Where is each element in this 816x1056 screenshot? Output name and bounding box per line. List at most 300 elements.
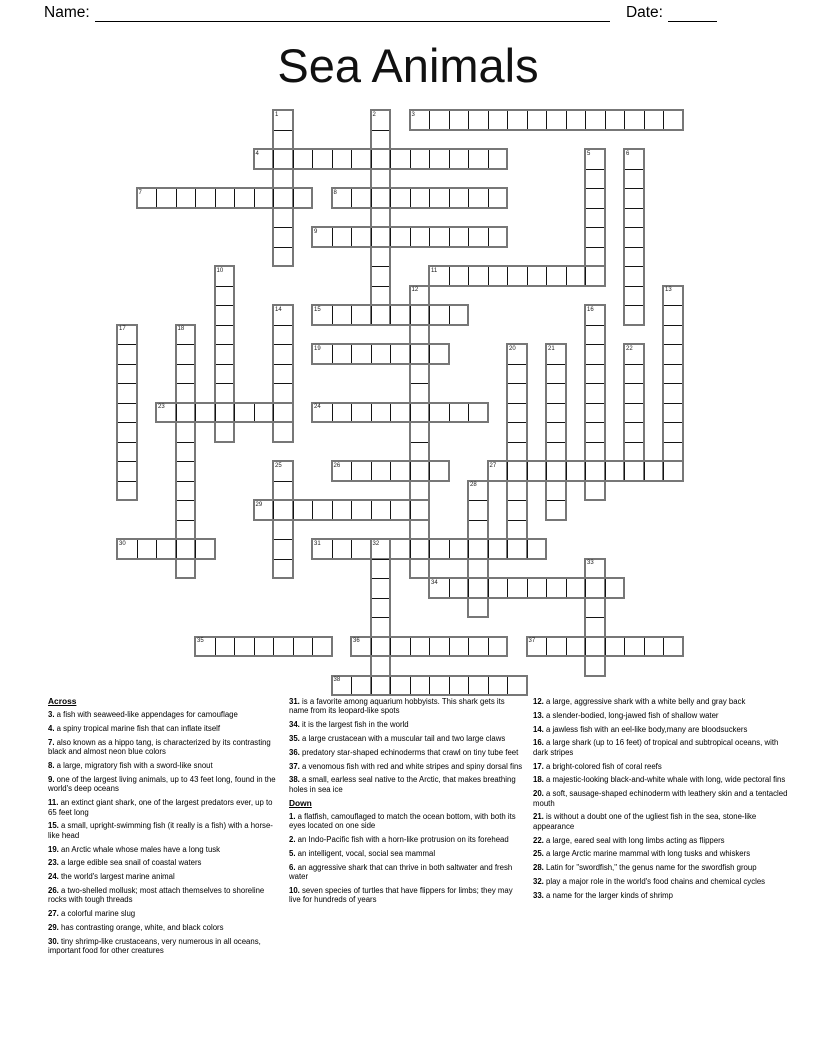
- cell-divider: [547, 422, 565, 423]
- clue-number: 1.: [289, 812, 298, 821]
- cell-divider: [351, 677, 352, 695]
- cell-divider: [371, 462, 372, 480]
- cell-number-29: 29: [255, 501, 263, 508]
- cell-divider: [195, 540, 196, 558]
- clue-text: a small, upright-swimming fish (it really is a fish) with a horse-like head: [48, 821, 273, 840]
- clue-text: a slender-bodied, long-jawed fish of shallow water: [546, 710, 719, 720]
- clue-down-1: [289, 812, 523, 831]
- cell-divider: [176, 404, 177, 422]
- word-7-across[interactable]: [136, 187, 314, 209]
- clue-across-35: [289, 734, 523, 743]
- clue-across-31: [289, 697, 523, 716]
- cell-divider: [664, 403, 682, 404]
- cell-divider: [508, 422, 526, 423]
- cell-number-11: 11: [431, 267, 438, 274]
- cell-divider: [449, 404, 450, 422]
- cell-divider: [586, 403, 604, 404]
- clue-number: 33.: [533, 890, 547, 900]
- word-13-down[interactable]: [662, 285, 684, 482]
- cell-divider: [372, 130, 390, 131]
- cell-number-13: 13: [665, 287, 672, 293]
- clue-number: 21.: [533, 812, 547, 822]
- cell-divider: [156, 189, 157, 207]
- cell-divider: [429, 111, 430, 129]
- cell-divider: [371, 638, 372, 656]
- word-12-down[interactable]: [409, 285, 431, 580]
- cell-divider: [527, 267, 528, 285]
- clue-text: a large edible sea snail of coastal waters: [61, 858, 202, 868]
- cell-divider: [566, 579, 567, 597]
- cell-divider: [488, 228, 489, 246]
- cell-divider: [293, 501, 294, 519]
- cell-number-9: 9: [314, 228, 318, 235]
- clue-across-19: [48, 845, 281, 854]
- cell-divider: [372, 266, 390, 267]
- cell-divider: [372, 617, 390, 618]
- cell-divider: [663, 462, 664, 480]
- cell-divider: [410, 150, 411, 168]
- cell-divider: [468, 150, 469, 168]
- word-29-across[interactable]: [253, 499, 431, 521]
- cell-divider: [468, 579, 469, 597]
- clue-text: a large Arctic marine mammal with long tusks and whiskers: [546, 849, 751, 859]
- cell-divider: [469, 520, 487, 521]
- cell-divider: [468, 540, 469, 558]
- cell-number-17: 17: [119, 326, 126, 332]
- cell-divider: [274, 227, 292, 228]
- cell-divider: [234, 404, 235, 422]
- word-2-down[interactable]: [370, 109, 392, 326]
- clue-text: a bright-colored fish of coral reefs: [546, 761, 662, 771]
- cell-divider: [332, 228, 333, 246]
- cell-divider: [273, 638, 274, 656]
- cell-divider: [390, 501, 391, 519]
- across-heading: Across: [48, 696, 77, 706]
- word-21-down[interactable]: [545, 343, 567, 521]
- clue-number: 16.: [533, 738, 547, 748]
- cell-divider: [410, 677, 411, 695]
- cell-divider: [312, 638, 313, 656]
- cell-divider: [118, 344, 136, 345]
- cell-divider: [449, 111, 450, 129]
- cell-number-34: 34: [431, 579, 438, 586]
- cell-divider: [177, 383, 195, 384]
- clue-down-2: [289, 835, 523, 844]
- clue-text: seven species of turtles that have flippers for limbs; they may live for hundreds of years: [289, 886, 513, 905]
- cell-divider: [644, 462, 645, 480]
- word-33-down[interactable]: [584, 558, 606, 677]
- word-11-across[interactable]: [428, 265, 606, 287]
- cell-divider: [586, 325, 604, 326]
- cell-divider: [664, 422, 682, 423]
- cell-divider: [586, 169, 604, 170]
- cell-divider: [118, 403, 136, 404]
- name-blank-line[interactable]: [95, 5, 610, 22]
- cell-divider: [216, 364, 234, 365]
- cell-divider: [508, 500, 526, 501]
- cell-divider: [586, 442, 604, 443]
- cell-divider: [566, 462, 567, 480]
- cell-number-36: 36: [353, 638, 360, 644]
- cell-number-21: 21: [548, 345, 555, 352]
- clue-number: 4.: [48, 724, 57, 734]
- cell-divider: [177, 364, 195, 365]
- cell-divider: [410, 462, 411, 480]
- cell-divider: [371, 228, 372, 246]
- cell-divider: [351, 345, 352, 363]
- cell-divider: [586, 422, 604, 423]
- clue-number: 12.: [533, 697, 547, 706]
- cell-divider: [410, 501, 411, 519]
- cell-divider: [274, 481, 292, 482]
- word-26-across[interactable]: [331, 460, 450, 482]
- clue-number: 26.: [48, 886, 62, 895]
- cell-divider: [449, 579, 450, 597]
- cell-divider: [488, 638, 489, 656]
- word-32-down[interactable]: [370, 538, 392, 696]
- cell-divider: [566, 638, 567, 656]
- cell-divider: [664, 442, 682, 443]
- clue-text: a soft, sausage-shaped echinoderm with leathery skin and a tentacled mouth: [533, 789, 788, 808]
- cell-divider: [351, 540, 352, 558]
- cell-divider: [429, 462, 430, 480]
- cell-divider: [254, 189, 255, 207]
- clue-number: 35.: [289, 734, 303, 743]
- word-35-across[interactable]: [194, 636, 333, 658]
- word-34-across[interactable]: [428, 577, 625, 599]
- word-20-down[interactable]: [506, 343, 528, 560]
- cell-divider: [488, 267, 489, 285]
- clue-across-38: [289, 775, 523, 794]
- cell-divider: [605, 462, 606, 480]
- cell-divider: [527, 111, 528, 129]
- cell-number-32: 32: [372, 540, 380, 547]
- cell-divider: [644, 638, 645, 656]
- cell-divider: [410, 228, 411, 246]
- cell-divider: [605, 638, 606, 656]
- word-15-across[interactable]: [311, 304, 469, 326]
- cell-divider: [351, 501, 352, 519]
- clue-number: 34.: [289, 720, 303, 730]
- cell-divider: [625, 305, 643, 306]
- cell-divider: [177, 520, 195, 521]
- clue-text: predatory star-shaped echinoderms that crawl on tiny tube feet: [302, 747, 519, 757]
- cell-divider: [429, 345, 430, 363]
- word-8-across[interactable]: [331, 187, 509, 209]
- cell-divider: [312, 150, 313, 168]
- cell-number-22: 22: [626, 345, 633, 352]
- clue-across-34: [289, 720, 523, 729]
- cell-divider: [390, 462, 391, 480]
- cell-divider: [507, 462, 508, 480]
- clue-down-14: [533, 725, 791, 734]
- cell-divider: [625, 266, 643, 267]
- cell-divider: [351, 189, 352, 207]
- clue-number: 29.: [48, 923, 62, 932]
- cell-divider: [390, 404, 391, 422]
- word-3-across[interactable]: [409, 109, 684, 131]
- cell-divider: [507, 267, 508, 285]
- cell-divider: [410, 638, 411, 656]
- cell-number-3: 3: [411, 111, 415, 118]
- cell-divider: [274, 130, 292, 131]
- cell-divider: [372, 598, 390, 599]
- cell-divider: [216, 325, 234, 326]
- cell-divider: [351, 306, 352, 324]
- cell-divider: [429, 150, 430, 168]
- cell-divider: [547, 403, 565, 404]
- cell-divider: [547, 364, 565, 365]
- clue-across-3: [48, 710, 281, 719]
- cell-divider: [449, 150, 450, 168]
- cell-divider: [156, 540, 157, 558]
- clue-across-27: [48, 909, 281, 918]
- cell-number-16: 16: [587, 306, 594, 313]
- cell-divider: [449, 267, 450, 285]
- word-31-across[interactable]: [311, 538, 547, 560]
- clue-text: is without a doubt one of the ugliest fish in the sea, stone-like appearance: [533, 812, 757, 831]
- cell-divider: [488, 150, 489, 168]
- word-38-across[interactable]: [331, 675, 528, 697]
- cell-divider: [118, 461, 136, 462]
- clue-number: 15.: [48, 821, 62, 831]
- cell-divider: [216, 344, 234, 345]
- cell-divider: [468, 404, 469, 422]
- cell-divider: [663, 638, 664, 656]
- word-19-across[interactable]: [311, 343, 450, 365]
- clue-number: 31.: [289, 697, 303, 706]
- cell-divider: [371, 189, 372, 207]
- clue-down-33: [533, 891, 791, 900]
- clue-down-10: [289, 886, 523, 905]
- clue-number: 38.: [289, 775, 303, 785]
- clue-text: an extinct giant shark, one of the largest predators ever, up to 65 feet long: [48, 798, 273, 817]
- cell-number-6: 6: [626, 150, 630, 157]
- clue-number: 24.: [48, 872, 62, 882]
- clue-across-23: [48, 858, 281, 867]
- clue-down-5: [289, 849, 523, 858]
- clue-across-26: [48, 886, 281, 905]
- clue-down-32: [533, 877, 791, 886]
- down-heading: Down: [289, 797, 312, 808]
- cell-divider: [371, 306, 372, 324]
- cell-number-27: 27: [489, 462, 497, 469]
- cell-divider: [274, 559, 292, 560]
- cell-number-25: 25: [275, 462, 282, 469]
- clue-text: Latin for "swordfish," the genus name for the swordfish group: [546, 863, 757, 873]
- clue-number: 36.: [289, 747, 303, 757]
- cell-divider: [625, 247, 643, 248]
- cell-divider: [468, 111, 469, 129]
- cell-divider: [449, 677, 450, 695]
- cell-number-12: 12: [411, 287, 419, 293]
- cell-divider: [273, 189, 274, 207]
- cell-divider: [663, 111, 664, 129]
- cell-divider: [371, 150, 372, 168]
- word-30-across[interactable]: [116, 538, 216, 560]
- cell-divider: [586, 247, 604, 248]
- cell-number-24: 24: [314, 404, 321, 410]
- cell-divider: [274, 364, 292, 365]
- word-27-across[interactable]: [487, 460, 684, 482]
- cell-number-38: 38: [333, 677, 341, 683]
- cell-divider: [507, 540, 508, 558]
- word-9-across[interactable]: [311, 226, 508, 248]
- clue-text: a large, eared seal with long limbs acting as flippers: [546, 835, 725, 845]
- clue-number: 18.: [533, 775, 547, 785]
- cell-divider: [625, 403, 643, 404]
- cell-divider: [177, 500, 195, 501]
- cell-number-10: 10: [216, 267, 224, 274]
- cell-divider: [527, 579, 528, 597]
- cell-divider: [118, 481, 136, 482]
- cell-number-4: 4: [255, 150, 259, 157]
- cell-divider: [254, 638, 255, 656]
- clue-number: 20.: [533, 789, 547, 799]
- cell-divider: [488, 579, 489, 597]
- cell-divider: [332, 501, 333, 519]
- clue-across-7: [48, 738, 281, 757]
- cell-divider: [177, 344, 195, 345]
- clue-across-4: [48, 724, 281, 733]
- clue-number: 2.: [289, 835, 298, 845]
- clue-down-13: [533, 711, 791, 720]
- cell-divider: [390, 228, 391, 246]
- clue-number: 10.: [289, 886, 303, 895]
- worksheet-header: [44, 4, 717, 22]
- cell-divider: [118, 364, 136, 365]
- cell-divider: [508, 442, 526, 443]
- cell-number-5: 5: [587, 150, 591, 157]
- clue-number: 22.: [533, 835, 547, 845]
- cell-divider: [664, 344, 682, 345]
- cell-divider: [507, 677, 508, 695]
- clue-text: tiny shrimp-like crustaceans, very numerous in all oceans, important food for other creatures: [48, 936, 261, 956]
- cell-divider: [429, 306, 430, 324]
- cell-divider: [293, 150, 294, 168]
- cell-divider: [488, 677, 489, 695]
- clue-number: 13.: [533, 710, 547, 720]
- cell-divider: [273, 150, 274, 168]
- cell-divider: [546, 579, 547, 597]
- clue-number: 32.: [533, 876, 547, 886]
- cell-divider: [118, 422, 136, 423]
- cell-number-23: 23: [158, 404, 165, 410]
- cell-divider: [390, 345, 391, 363]
- cell-divider: [293, 638, 294, 656]
- cell-divider: [216, 286, 234, 287]
- cell-divider: [215, 404, 216, 422]
- word-4-across[interactable]: [253, 148, 509, 170]
- cell-divider: [449, 189, 450, 207]
- clue-number: 7.: [48, 738, 57, 747]
- cell-divider: [586, 617, 604, 618]
- cell-number-37: 37: [528, 638, 536, 644]
- clue-down-17: [533, 762, 791, 771]
- cell-divider: [546, 462, 547, 480]
- cell-divider: [625, 442, 643, 443]
- cell-divider: [586, 383, 604, 384]
- clue-text: it is the largest fish in the world: [302, 720, 409, 730]
- cell-number-26: 26: [333, 462, 341, 469]
- cell-divider: [351, 404, 352, 422]
- word-6-down[interactable]: [623, 148, 645, 326]
- clue-down-28: [533, 863, 791, 872]
- clue-text: also known as a hippo tang, is characterized by its contrasting black and almost neon blue colors: [48, 738, 271, 757]
- clue-across-24: [48, 872, 281, 881]
- cell-divider: [429, 638, 430, 656]
- clue-down-22: [533, 836, 791, 845]
- clue-text: an Indo-Pacific fish with a horn-like protrusion on its forehead: [297, 835, 509, 845]
- word-36-across[interactable]: [350, 636, 508, 658]
- date-label: Date:: [625, 4, 663, 21]
- clue-number: 11.: [48, 798, 61, 808]
- clue-number: 25.: [533, 849, 547, 859]
- word-37-across[interactable]: [526, 636, 684, 658]
- date-blank-line[interactable]: [668, 5, 717, 22]
- cell-number-1: 1: [275, 111, 279, 118]
- cell-divider: [234, 189, 235, 207]
- clue-down-21: [533, 812, 791, 831]
- clue-number: 5.: [289, 849, 298, 858]
- clue-number: 9.: [48, 775, 57, 784]
- cell-divider: [390, 677, 391, 695]
- cell-divider: [390, 150, 391, 168]
- cell-divider: [371, 404, 372, 422]
- clue-column-2: [289, 697, 523, 909]
- clue-across-29: [48, 923, 281, 932]
- clue-text: an intelligent, vocal, social sea mammal: [297, 849, 436, 858]
- cell-divider: [410, 189, 411, 207]
- cell-divider: [586, 344, 604, 345]
- cell-number-2: 2: [372, 111, 376, 118]
- clue-across-9: [48, 775, 281, 794]
- cell-number-7: 7: [138, 189, 142, 196]
- cell-divider: [390, 189, 391, 207]
- clue-text: an aggressive shark that can thrive in both saltwater and fresh water: [289, 862, 513, 882]
- clue-column-3: [533, 697, 791, 905]
- word-24-across[interactable]: [311, 402, 489, 424]
- clue-number: 14.: [533, 724, 547, 734]
- cell-number-28: 28: [470, 482, 477, 488]
- cell-divider: [118, 383, 136, 384]
- cell-divider: [411, 383, 429, 384]
- cell-divider: [274, 539, 292, 540]
- cell-divider: [137, 540, 138, 558]
- cell-divider: [371, 677, 372, 695]
- cell-divider: [176, 189, 177, 207]
- cell-divider: [371, 345, 372, 363]
- cell-divider: [605, 579, 606, 597]
- word-23-across[interactable]: [155, 402, 294, 424]
- cell-number-14: 14: [275, 306, 282, 313]
- cell-divider: [215, 638, 216, 656]
- cell-divider: [410, 306, 411, 324]
- cell-divider: [410, 540, 411, 558]
- cell-divider: [351, 228, 352, 246]
- cell-divider: [468, 267, 469, 285]
- cell-divider: [216, 383, 234, 384]
- clue-across-37: [289, 762, 523, 771]
- clue-across-15: [48, 821, 281, 840]
- cell-divider: [547, 383, 565, 384]
- word-17-down[interactable]: [116, 324, 138, 502]
- cell-divider: [273, 501, 274, 519]
- cell-divider: [585, 267, 586, 285]
- cell-divider: [215, 189, 216, 207]
- clue-across-30: [48, 937, 281, 956]
- cell-divider: [351, 150, 352, 168]
